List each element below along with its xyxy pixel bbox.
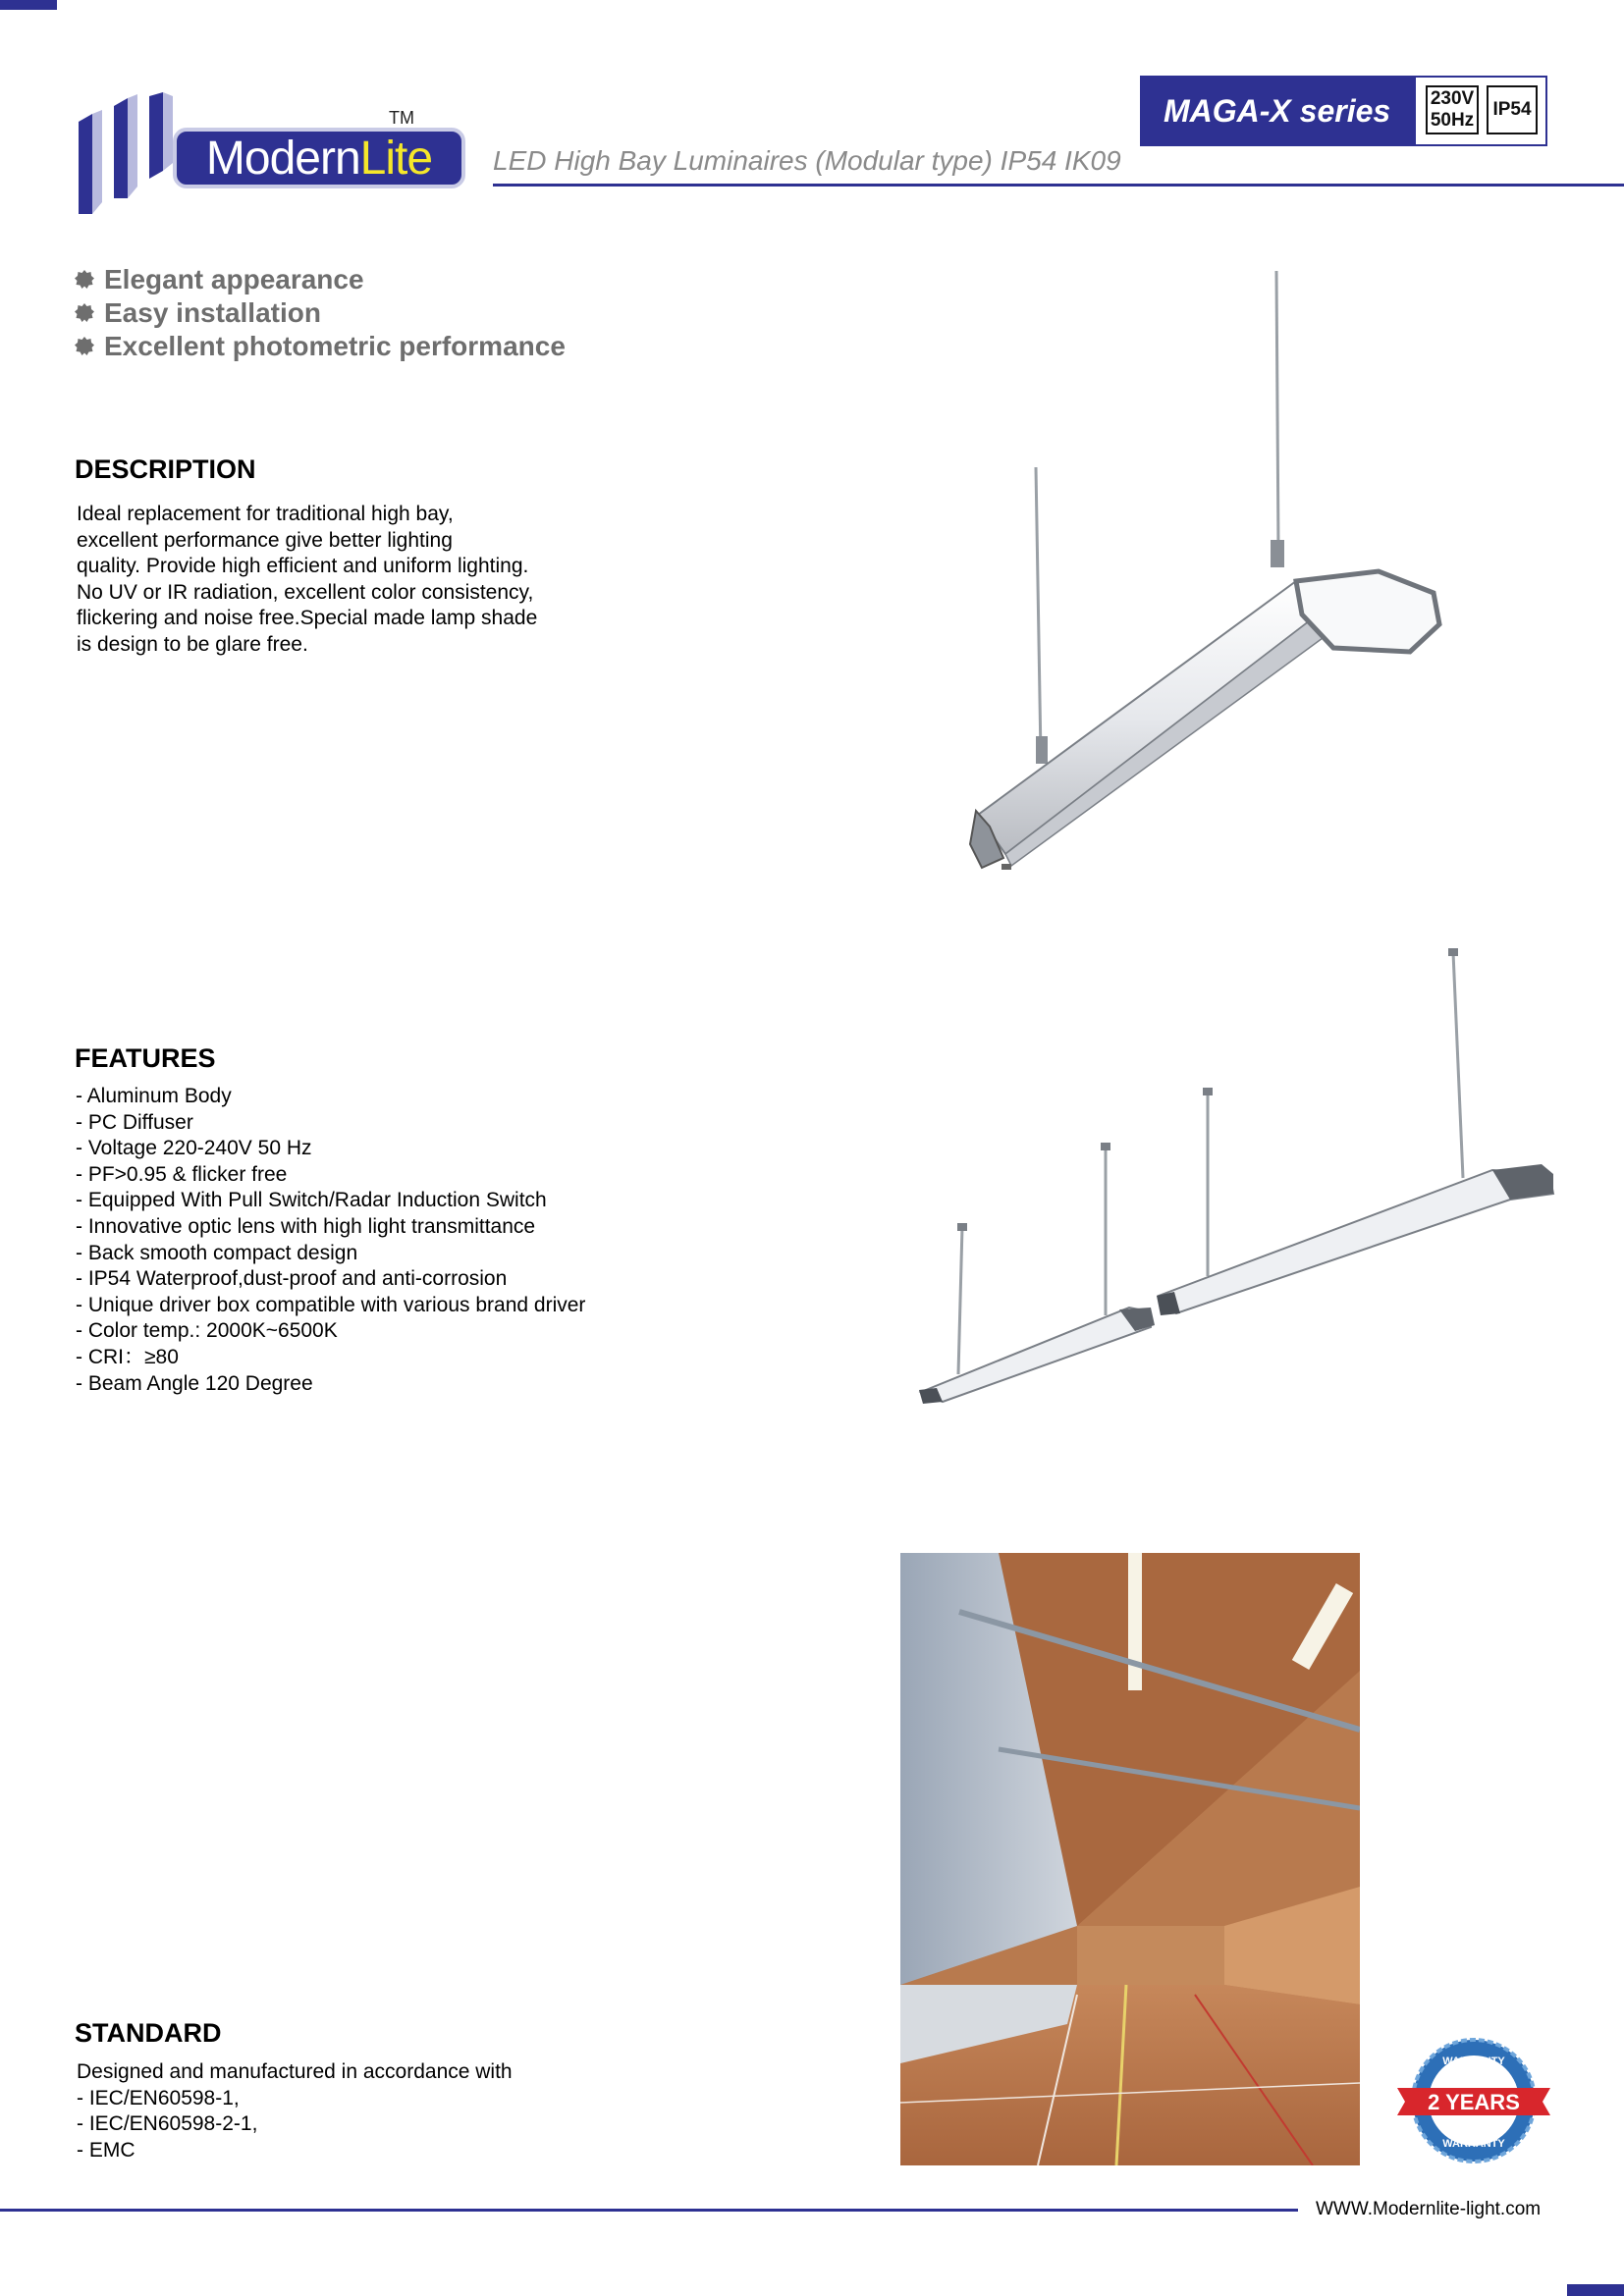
warranty-bottom-text: WARRANTY	[1442, 2138, 1505, 2150]
luminaire-product-image	[943, 265, 1473, 883]
ip-rating-chip: IP54	[1487, 85, 1538, 134]
standard-heading: STANDARD	[75, 2018, 222, 2048]
feature-item: - Unique driver box compatible with various brand driver	[76, 1293, 586, 1316]
voltage-value: 230V	[1430, 88, 1475, 109]
top-left-accent	[0, 0, 57, 10]
highlight-text: Easy installation	[104, 297, 321, 328]
warranty-badge	[1395, 2037, 1552, 2164]
website-link[interactable]: WWW.Modernlite-light.com	[1316, 2199, 1542, 2219]
warranty-top-text: WARRANTY	[1442, 2056, 1505, 2067]
gear-bullet-icon	[75, 270, 94, 290]
description-line: is design to be glare free.	[77, 632, 308, 656]
standard-text	[77, 2059, 513, 2163]
description-line: quality. Provide high efficient and uniform lighting.	[77, 555, 529, 578]
bottom-right-accent	[1567, 2284, 1624, 2296]
feature-item: - Color temp.: 2000K~6500K	[76, 1319, 338, 1343]
feature-item: - IP54 Waterproof,dust-proof and anti-corrosion	[76, 1267, 508, 1291]
product-subtitle: LED High Bay Luminaires (Modular type) IP54 IK09	[493, 145, 1121, 176]
trademark-symbol: TM	[389, 108, 414, 128]
highlight-item	[75, 296, 566, 330]
description-line: excellent performance give better lighting	[77, 528, 453, 552]
standard-line: - IEC/EN60598-2-1,	[77, 2112, 258, 2136]
series-badge	[1140, 76, 1547, 146]
standard-line: - IEC/EN60598-1,	[77, 2086, 240, 2109]
feature-item: - Voltage 220-240V 50 Hz	[76, 1137, 312, 1160]
frequency-value: 50Hz	[1430, 110, 1475, 131]
description-line: No UV or IR radiation, excellent color consistency,	[77, 580, 534, 604]
sports-hall-photo	[900, 1553, 1360, 2165]
series-title: MAGA-X series	[1164, 93, 1391, 129]
logo-wordmark	[173, 128, 465, 188]
highlights-list	[75, 263, 566, 363]
feature-item: - Innovative optic lens with high light transmittance	[76, 1214, 536, 1238]
gear-bullet-icon	[75, 303, 94, 323]
modernlite-logo	[75, 92, 433, 220]
logo-text-modern: Modern	[205, 132, 360, 185]
highlight-item	[75, 263, 566, 296]
feature-item: - Beam Angle 120 Degree	[76, 1371, 313, 1395]
features-list	[76, 1084, 585, 1397]
feature-item: - Back smooth compact design	[76, 1241, 358, 1264]
spec-chips	[1416, 78, 1545, 144]
voltage-chip	[1426, 85, 1479, 134]
description-text	[77, 502, 537, 659]
feature-item: - Equipped With Pull Switch/Radar Induction Switch	[76, 1189, 547, 1212]
logo-bars-icon	[75, 92, 183, 220]
description-heading: DESCRIPTION	[75, 454, 256, 484]
linked-luminaires-image	[903, 942, 1571, 1414]
feature-item: - CRI：≥80	[76, 1345, 179, 1368]
warranty-main-text: 2 YEARS	[1428, 2090, 1520, 2114]
features-heading: FEATURES	[75, 1043, 216, 1073]
feature-item: - PC Diffuser	[76, 1110, 193, 1134]
description-line: Ideal replacement for traditional high bay,	[77, 503, 454, 525]
standard-line: - EMC	[77, 2138, 135, 2162]
highlight-text: Elegant appearance	[104, 264, 364, 294]
header-divider	[493, 184, 1624, 187]
logo-text-lite: Lite	[359, 132, 433, 185]
gear-bullet-icon	[75, 337, 94, 356]
highlight-text: Excellent photometric performance	[104, 331, 566, 361]
description-line: flickering and noise free.Special made lamp shade	[77, 607, 538, 630]
footer-divider	[0, 2209, 1298, 2212]
feature-item: - Aluminum Body	[76, 1085, 232, 1107]
feature-item: - PF>0.95 & flicker free	[76, 1162, 288, 1186]
highlight-item	[75, 330, 566, 363]
standard-line: Designed and manufactured in accordance with	[77, 2060, 513, 2083]
